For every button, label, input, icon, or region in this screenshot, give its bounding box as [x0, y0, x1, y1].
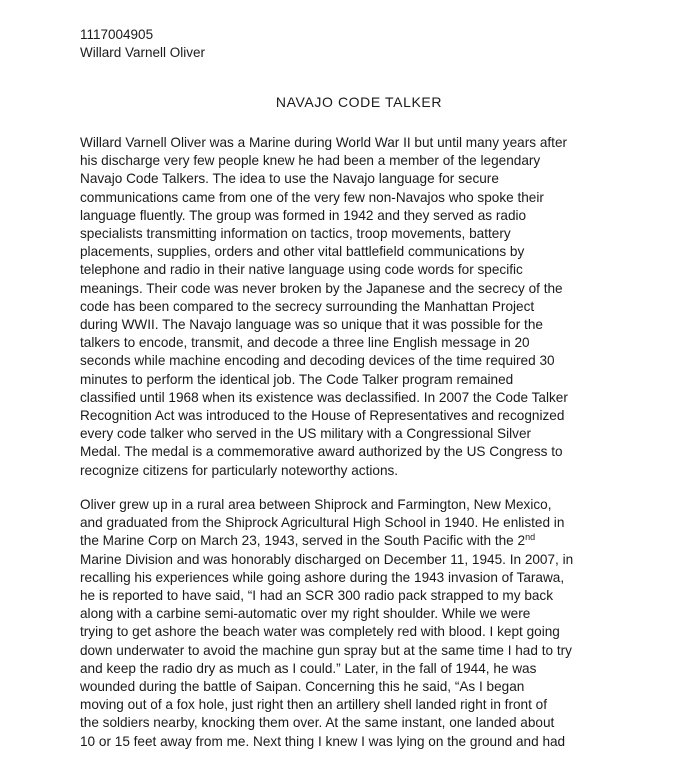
text-line: Oliver grew up in a rural area between Shiprock and Farmington, New Mexico, [80, 497, 552, 512]
text-line: moving out of a fox hole, just right then an artillery shell landed right in front of [80, 697, 547, 713]
text-line: language fluently. The group was formed in 1942 and they served as radio [80, 207, 527, 223]
text-line: recognize citizens for particularly noteworthy actions. [80, 462, 399, 478]
text-line: his discharge very few people knew he had been a member of the legendary [80, 153, 541, 169]
text-line: minutes to perform the identical job. The Code Talker program remained [80, 371, 514, 387]
text-line: Navajo Code Talkers. The idea to use the Navajo language for secure [80, 171, 499, 187]
text-line: trying to get ashore the beach water was completely red with blood. I kept going [80, 624, 560, 640]
text-line: and keep the radio dry as much as I could.” Later, in the fall of 1944, he was [80, 660, 537, 676]
text-line: Marine Division and was honorably discharged on December 11, 1945. In 2007, in [80, 551, 574, 567]
text-line: telephone and radio in their native language using code words for specific [80, 262, 523, 278]
text-line: down underwater to avoid the machine gun spray but at the same time I had to try [80, 642, 572, 658]
text-line: talkers to encode, transmit, and decode a three line English message in 20 [80, 335, 530, 351]
text-line: code has been compared to the secrecy surrounding the Manhattan Project [80, 298, 535, 314]
text-line: wounded during the battle of Saipan. Concerning this he said, “As I began [80, 679, 525, 695]
text-line: communications came from one of the very few non-Navajos who spoke their [80, 189, 544, 205]
text-line: 10 or 15 feet away from me. Next thing I knew I was lying on the ground and had [80, 733, 566, 749]
text-line: along with a carbine semi-automatic over my right shoulder. While we were [80, 606, 531, 622]
text-line: classified until 1968 when its existence was declassified. In 2007 the Code Talker [80, 389, 568, 405]
text-line: during WWII. The Navajo language was so unique that it was possible for the [80, 317, 543, 333]
text-line: recalling his experiences while going ashore during the 1943 invasion of Tarawa, [80, 569, 565, 585]
text-line: Recognition Act was introduced to the House of Representatives and recognized [80, 408, 565, 424]
text-line: every code talker who served in the US military with a Congressional Silver [80, 426, 532, 442]
ordinal-superscript: nd [525, 532, 536, 543]
text-line: Medal. The medal is a commemorative award authorized by the US Congress to [80, 444, 563, 460]
text-line: placements, supplies, orders and other vital battlefield communications by [80, 244, 525, 260]
paragraph-biography [80, 134, 680, 480]
text-line: meanings. Their code was never broken by the Japanese and the secrecy of the [80, 280, 563, 296]
text-line: Willard Varnell Oliver was a Marine during World War II but until many years after [80, 135, 568, 150]
document-header [80, 26, 205, 62]
document-number: 1117004905 [80, 27, 154, 42]
text-line: and graduated from the Shiprock Agricultural High School in 1940. He enlisted in [80, 515, 565, 531]
subject-name: Willard Varnell Oliver [80, 45, 206, 60]
text-segment: the Marine Corp on March 23, 1943, served in the South Pacific with the 2 [80, 533, 526, 549]
text-line: seconds while machine encoding and decoding devices of the time required 30 [80, 353, 555, 369]
text-line [80, 532, 680, 550]
text-line: specialists transmitting information on tactics, troop movements, battery [80, 226, 511, 242]
paragraph-early-life-service [80, 496, 680, 751]
text-line: the soldiers nearby, knocking them over. At the same instant, one landed about [80, 715, 555, 731]
document-title: NAVAJO CODE TALKER [275, 94, 443, 110]
text-line: he is reported to have said, “I had an SCR 300 radio pack strapped to my back [80, 588, 554, 604]
